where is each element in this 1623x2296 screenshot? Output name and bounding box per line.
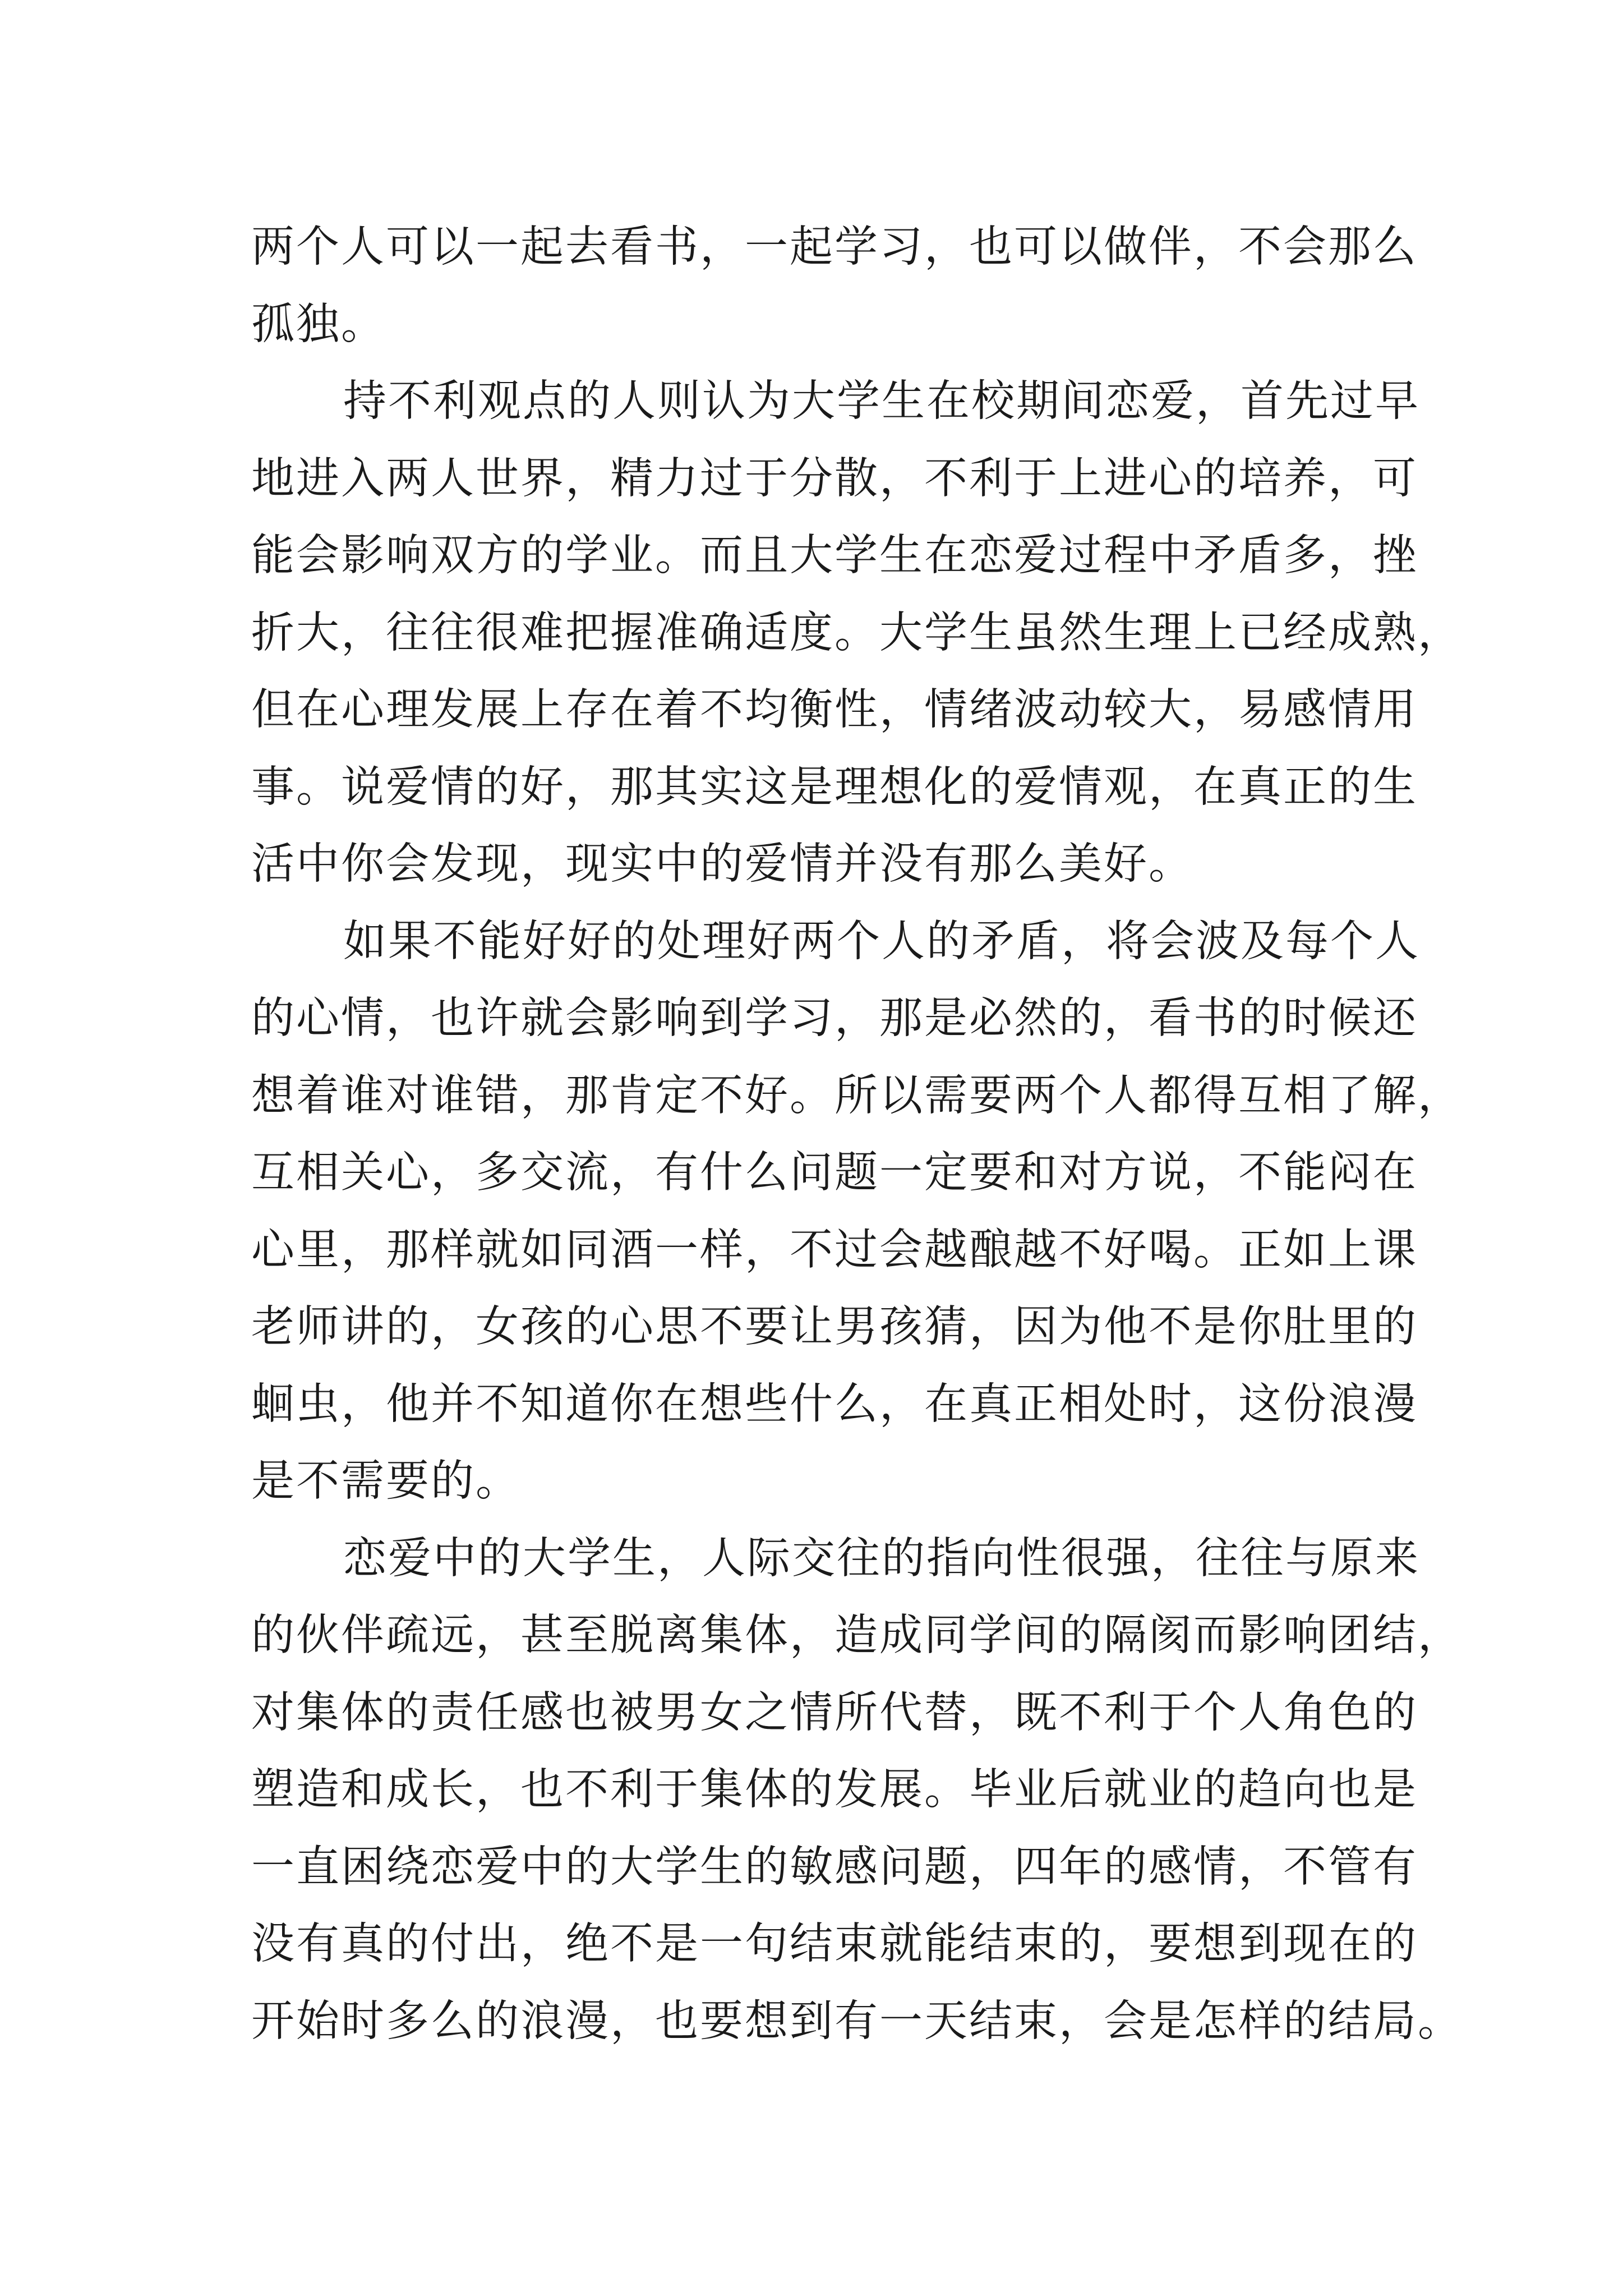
text-line: 的伙伴疏远，甚至脱离集体，造成同学间的隔阂而影响团结， bbox=[251, 1611, 1463, 1660]
text-line: 持不利观点的人则认为大学生在校期间恋爱，首先过早 bbox=[343, 376, 1420, 426]
text-line: 互相关心，多交流，有什么问题一定要和对方说，不能闷在 bbox=[251, 1148, 1418, 1198]
text-line: 事。说爱情的好，那其实这是理想化的爱情观，在真正的生 bbox=[251, 762, 1418, 812]
text-line: 地进入两人世界，精力过于分散，不利于上进心的培养，可 bbox=[251, 453, 1418, 504]
text-line: 对集体的责任感也被男女之情所代替，既不利于个人角色的 bbox=[251, 1687, 1418, 1738]
text-line: 如果不能好好的处理好两个人的矛盾，将会波及每个人 bbox=[343, 916, 1420, 967]
text-line: 开始时多么的浪漫，也要想到有一天结束，会是怎样的结局。 bbox=[251, 1996, 1463, 2046]
text-line: 折大，往往很难把握准确适度。大学生虽然生理上已经成熟， bbox=[251, 608, 1463, 658]
text-line: 两个人可以一起去看书，一起学习，也可以做伴，不会那么 bbox=[251, 222, 1418, 272]
text-line: 是不需要的。 bbox=[251, 1456, 520, 1506]
text-line: 能会影响双方的学业。而且大学生在恋爱过程中矛盾多，挫 bbox=[251, 531, 1418, 581]
text-line: 活中你会发现，现实中的爱情并没有那么美好。 bbox=[251, 839, 1193, 889]
text-line: 心里，那样就如同酒一样，不过会越酿越不好喝。正如上课 bbox=[251, 1225, 1418, 1275]
text-line: 孤独。 bbox=[251, 299, 386, 349]
text-line: 没有真的付出，绝不是一句结束就能结束的，要想到现在的 bbox=[251, 1919, 1418, 1969]
text-line: 老师讲的，女孩的心思不要让男孩猜，因为他不是你肚里的 bbox=[251, 1302, 1418, 1352]
text-line: 想着谁对谁错，那肯定不好。所以需要两个人都得互相了解， bbox=[251, 1070, 1463, 1121]
text-line: 的心情，也许就会影响到学习，那是必然的，看书的时候还 bbox=[251, 993, 1418, 1043]
text-line: 恋爱中的大学生，人际交往的指向性很强，往往与原来 bbox=[343, 1533, 1420, 1584]
text-line: 蛔虫，他并不知道你在想些什么，在真正相处时，这份浪漫 bbox=[251, 1379, 1418, 1429]
text-line: 塑造和成长，也不利于集体的发展。毕业后就业的趋向也是 bbox=[251, 1765, 1418, 1815]
document-body bbox=[251, 209, 1463, 2060]
text-line: 一直困绕恋爱中的大学生的敏感问题，四年的感情，不管有 bbox=[251, 1842, 1418, 1892]
text-line: 但在心理发展上存在着不均衡性，情绪波动较大，易感情用 bbox=[251, 685, 1418, 735]
